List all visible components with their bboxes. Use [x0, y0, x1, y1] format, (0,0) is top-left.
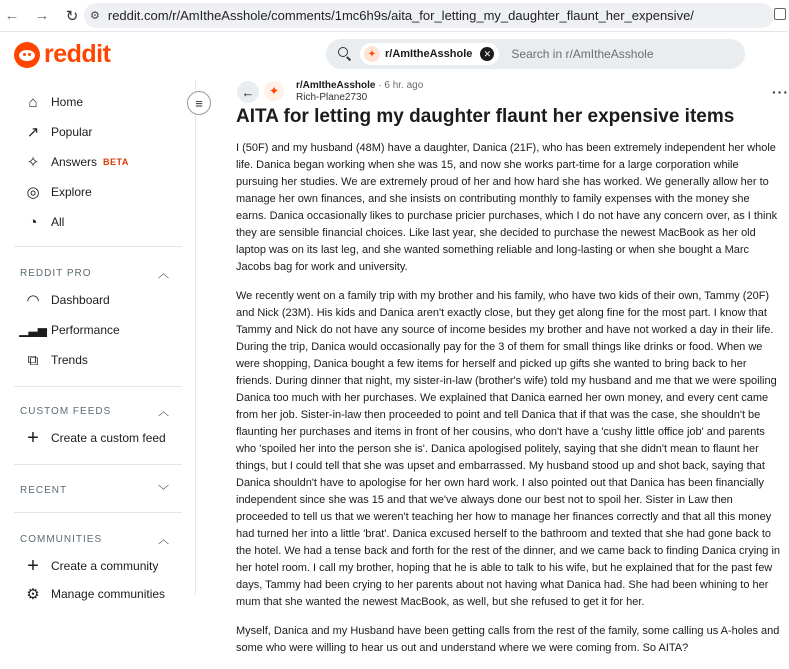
search-bar[interactable] [326, 39, 745, 69]
answers-icon: ✧ [26, 154, 40, 171]
sidebar-item-answers[interactable] [24, 151, 129, 173]
trends-icon: ⧉ [27, 351, 39, 369]
logo-text: reddit [44, 40, 111, 68]
reddit-snoo-icon [14, 42, 40, 68]
explore-icon: ◎ [26, 184, 40, 201]
sidebar-item-label: Dashboard [51, 293, 110, 307]
chevron-up-icon: ︿ [158, 534, 170, 546]
browser-back-icon[interactable]: ← [4, 7, 20, 24]
section-heading: REDDIT PRO [20, 267, 92, 279]
create-custom-feed-button[interactable] [24, 427, 166, 449]
sidebar-item-label: Performance [51, 323, 120, 337]
search-input[interactable]: Search in r/AmItheAsshole [511, 47, 654, 61]
subreddit-link[interactable]: r/AmItheAsshole [296, 80, 376, 91]
dashboard-icon: ◠ [26, 292, 40, 309]
site-settings-icon[interactable]: ⚙ [90, 10, 100, 22]
extension-icon[interactable] [774, 8, 786, 20]
beta-badge: BETA [103, 157, 129, 167]
sidebar-item-label: Home [51, 95, 84, 109]
author-link[interactable]: Rich-Plane2730 [296, 92, 368, 103]
chip-label: r/AmItheAsshole [385, 48, 473, 60]
manage-communities-button[interactable] [24, 583, 165, 605]
recent-section-toggle[interactable] [20, 482, 170, 498]
sidebar-item-label: Manage communities [51, 587, 166, 601]
performance-icon: ▁▃▅ [19, 323, 47, 337]
sidebar-item-label: Answers [51, 155, 98, 169]
subreddit-search-chip[interactable] [360, 43, 499, 65]
custom-feeds-section-toggle[interactable] [20, 403, 170, 419]
sidebar-item-label: Create a custom feed [51, 431, 166, 445]
post-paragraph: I (50F) and my husband (48M) have a daughter, Danica (21F), who has been extremely independent her whole life. Danica began working when she was 15, and now she works part-time for a large corporation while pursuing her studies. We are extremely proud of her and how hard she has worked. We generally allow her to manage her own finances, and she insists on contributing monthly to family expenses with the money she earns. Danica occasionally likes to purchase pricier purchases, which I do not have any concern over, as I think they are sensible financial choices. Like last year, she decided to purchase the newest MacBook as her old laptop was on its last leg, and she wanted something reliable and long-lasting or when she bought a Marc Jacobs bag for work and university. [236, 142, 778, 273]
sidebar-divider [14, 246, 182, 247]
settings-icon: ⚙ [26, 586, 40, 603]
section-heading: RECENT [20, 484, 68, 496]
chevron-down-icon: ﹀ [158, 485, 170, 497]
sidebar-item-explore[interactable] [24, 181, 92, 203]
sidebar-item-dashboard[interactable] [24, 289, 110, 311]
collapse-sidebar-button[interactable]: ≡ [187, 91, 211, 115]
communities-section-toggle[interactable] [20, 531, 170, 547]
subreddit-avatar-icon[interactable]: ✦ [264, 81, 284, 101]
section-heading: COMMUNITIES [20, 533, 103, 545]
post-paragraph: Myself, Danica and my Husband have been getting calls from the rest of the family, some calling us A-holes and some who were willing to hear us out and understand where we were coming from. So AITA? [236, 625, 780, 654]
plus-icon: + [27, 554, 39, 577]
sidebar-item-label: Create a community [51, 559, 159, 573]
sidebar-item-label: Popular [51, 125, 93, 139]
post-meta [296, 80, 423, 104]
plus-icon: + [27, 426, 39, 449]
address-bar[interactable] [84, 3, 774, 28]
sidebar-divider [14, 386, 182, 387]
chevron-up-icon: ︿ [158, 406, 170, 418]
post-time: 6 hr. ago [384, 80, 424, 91]
sidebar-item-label: All [51, 215, 65, 229]
reddit-pro-section-toggle[interactable] [20, 265, 170, 281]
sidebar-divider [14, 512, 182, 513]
home-icon: ⌂ [28, 93, 38, 111]
sidebar-item-performance[interactable] [19, 319, 120, 341]
sidebar-item-label: Explore [51, 185, 92, 199]
back-button[interactable]: ← [237, 81, 259, 103]
post-title: AITA for letting my daughter flaunt her expensive items [236, 106, 735, 127]
sidebar-item-all[interactable] [24, 211, 64, 233]
sidebar-item-popular[interactable] [24, 121, 92, 143]
meta-separator: · [378, 80, 385, 91]
sidebar-divider [14, 464, 182, 465]
search-icon [338, 47, 352, 61]
sidebar-item-home[interactable] [24, 91, 83, 113]
more-options-icon[interactable]: ··· [772, 84, 789, 100]
post-paragraph: We recently went on a family trip with my brother and his family, who have two kids of their own, Tammy (20F) and Nick (23M). His kids and Danica aren't exactly close, but they get along fine for the most part. I know that Tammy and Nick do not have any source of income besides my brother and have not worked a day in their life. During the trip, Danica would occasionally pay for the 3 of them for small things like drinks or food. When we were shopping, Danica bought a few items for herself and picked up gifts she wanted to bring back to her friends. During dinner that night, my sister-in-law (brother's wife) told my husband and me that we were spoiling Danica too much with her purchases. We explained that Danica earned her own money, and every cent came from her job. Sister-in-law then proceeded to point and tell Danica that if that was the case, she shouldn't be flaunting her purchases and items in front of her cousins, who don't have a 'cushy little office job' and parents who 'spoiled her into the person she is'. Danica apologised politely, saying that she didn't mean to flaunt her things, but I could tell that she was upset and embarrassed. My husband stood up and shot back, saying that Danica shouldn't have to apologise for her own hard work. I also pointed out that Danica has been financially independent since she was 15 and that we've always done our best not to spoil her. Sister in Law then proceeded to tell us that we weren't teaching her how to manage her finances correctly and that all this money had turned her into a little 'brat'. Danica excused herself to the bathroom and texted that she had gone back to the hotel. We had a tense back and forth for the rest of the dinner, and we came back to finding Danica crying in her hotel room. I call my brother, hoping that he is able to talk to his wife, but he explained that for the past few days, Tammy had been crying to her parents about not having what Danica had. She had been whining to her mum that she wanted the newest MacBook, as well, but she refused to get it for her. [236, 290, 781, 608]
browser-toolbar [0, 0, 788, 32]
popular-icon: ↗ [26, 124, 40, 141]
sidebar-item-label: Trends [51, 353, 88, 367]
all-icon: ◔ [28, 213, 38, 231]
subreddit-avatar-icon: ✦ [364, 46, 380, 62]
post-body [236, 140, 782, 669]
browser-forward-icon[interactable]: → [34, 7, 50, 24]
sidebar-item-trends[interactable] [24, 349, 88, 371]
section-heading: CUSTOM FEEDS [20, 405, 112, 417]
clear-chip-icon[interactable]: ✕ [480, 47, 494, 61]
browser-reload-icon[interactable]: ↻ [65, 7, 79, 25]
chevron-up-icon: ︿ [158, 268, 170, 280]
reddit-logo[interactable] [14, 40, 110, 69]
url-text: reddit.com/r/AmItheAsshole/comments/1mc6h9s/aita_for_letting_my_daughter_flaunt_her_expensive/ [107, 8, 694, 23]
create-community-button[interactable] [24, 555, 158, 577]
